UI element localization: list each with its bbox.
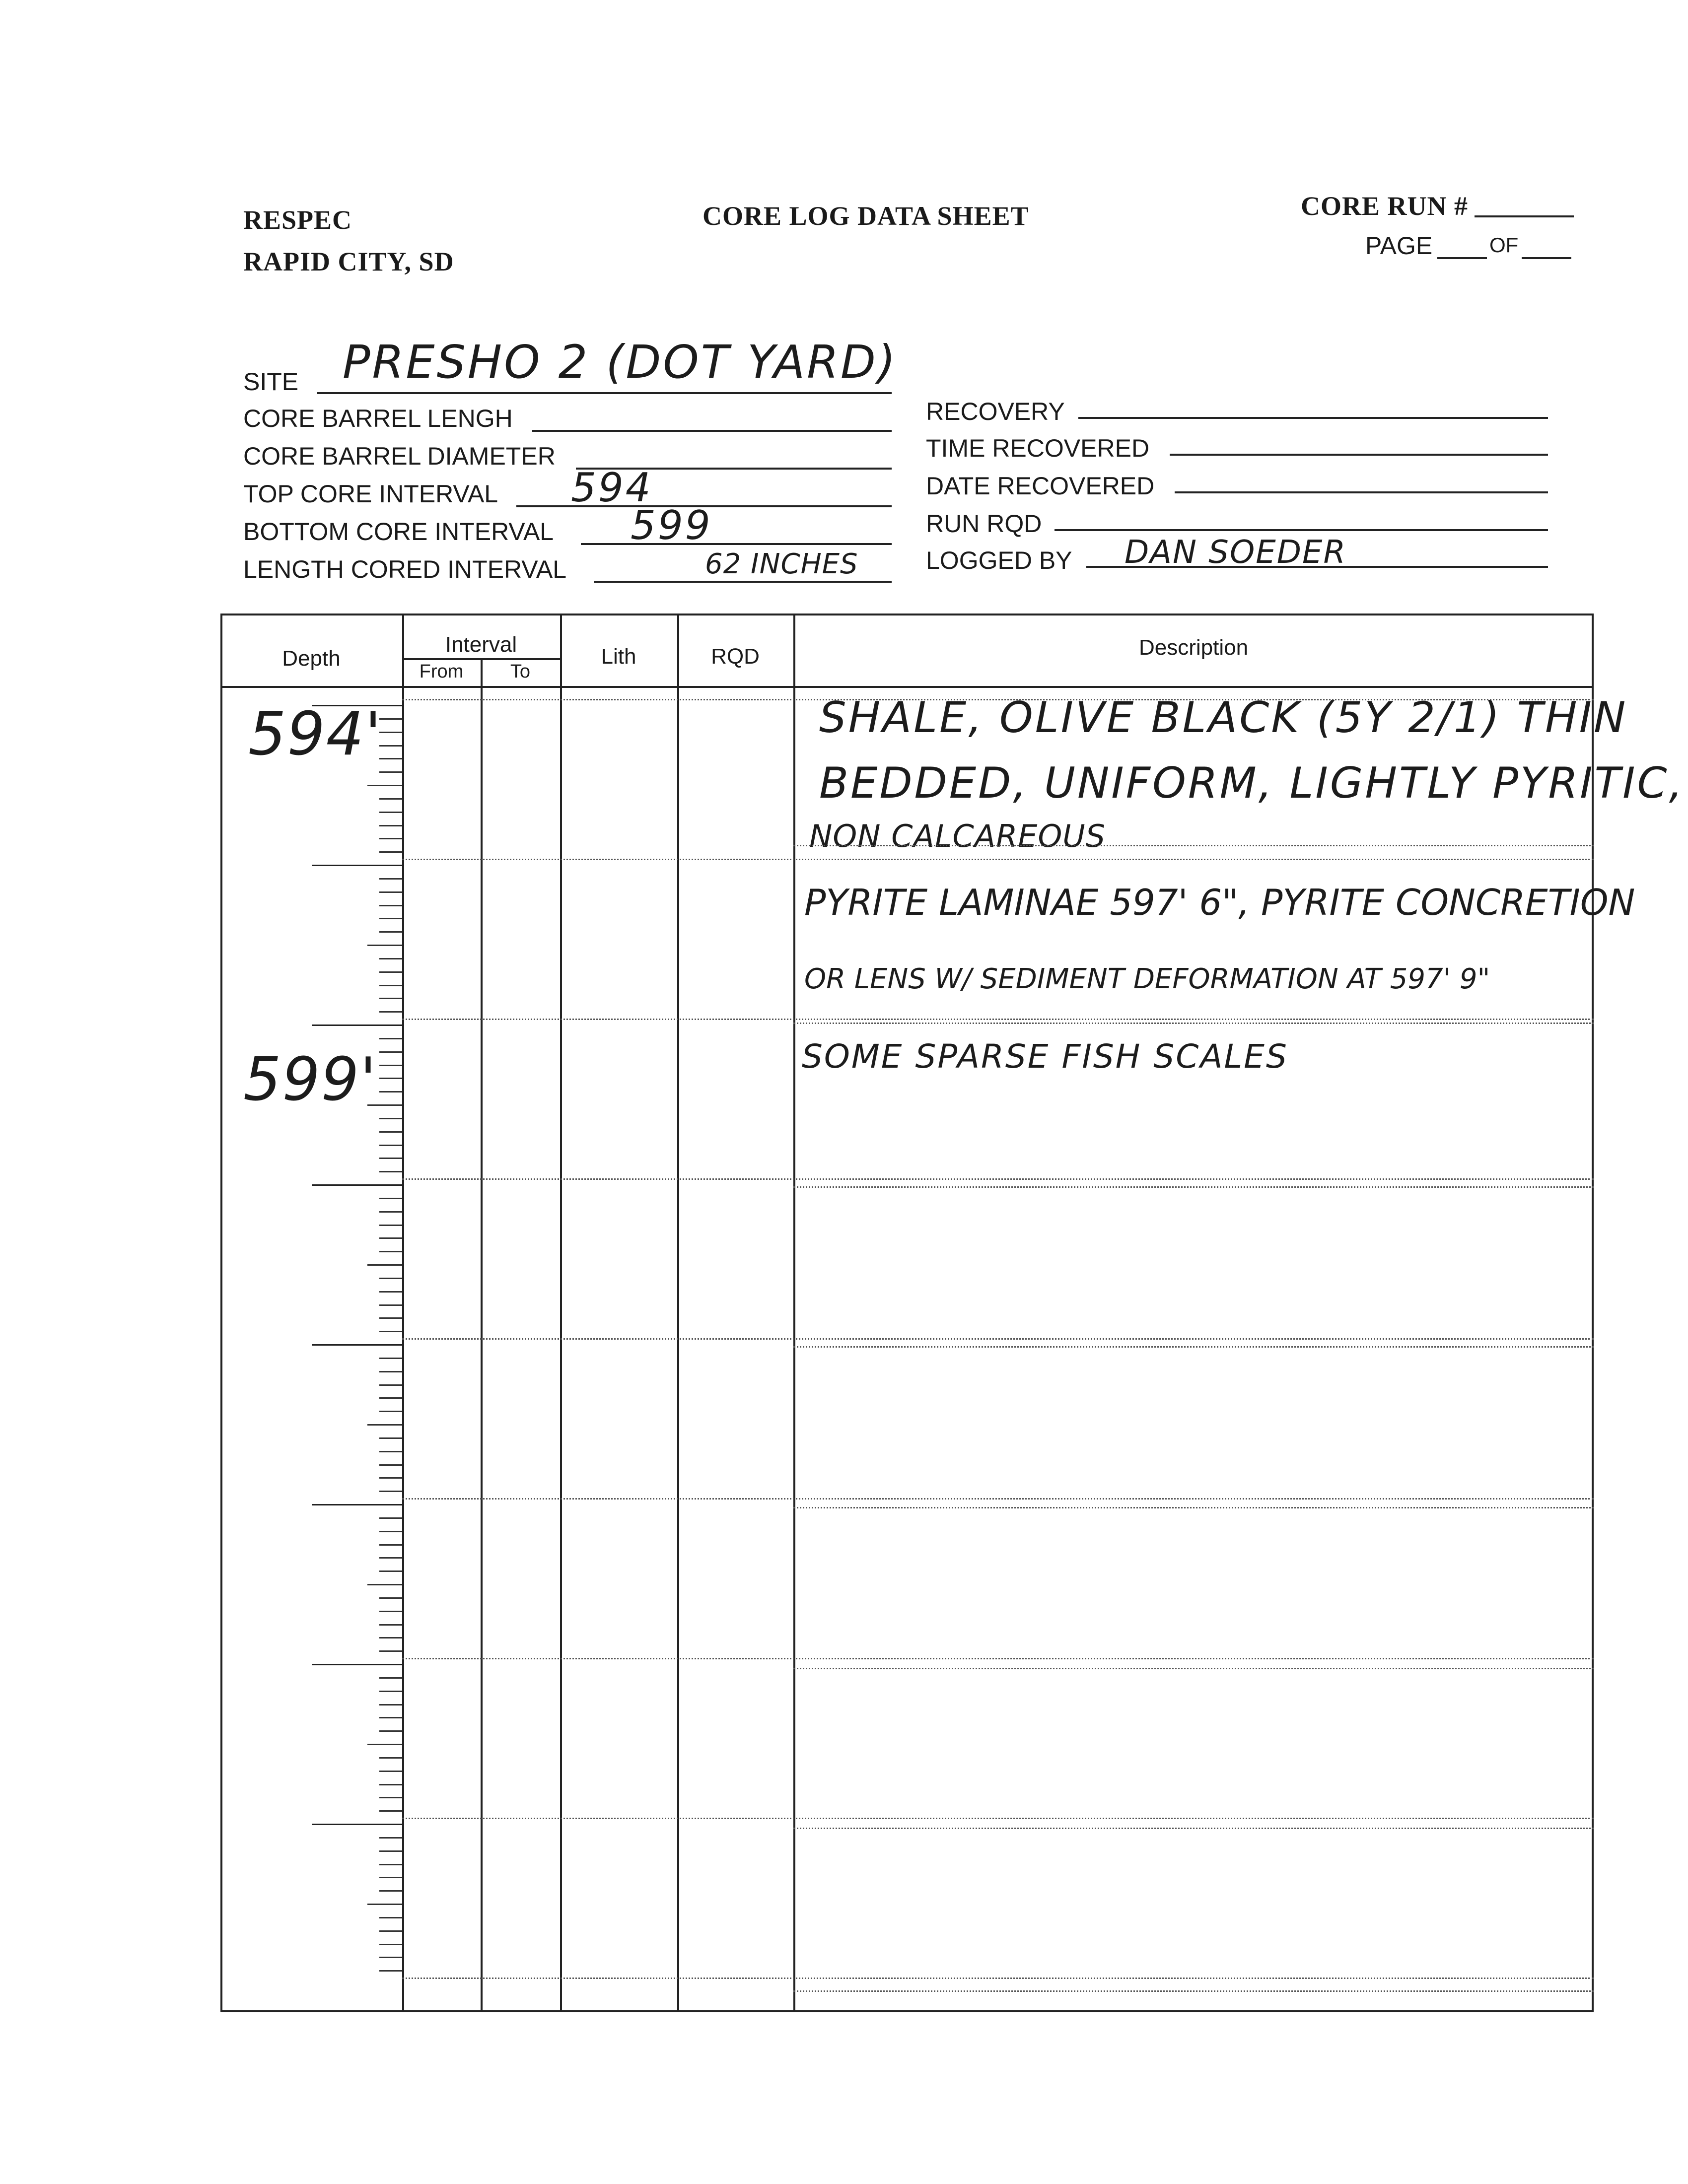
row-separator	[402, 1658, 1594, 1659]
description-rule	[793, 1023, 1594, 1024]
from-to-divider	[481, 660, 483, 2012]
depth-tick	[379, 918, 402, 919]
of-label: OF	[1489, 233, 1519, 257]
from-header: From	[419, 661, 464, 682]
depth-tick	[367, 1744, 402, 1745]
description-rule	[793, 1346, 1594, 1348]
depth-tick	[379, 1531, 402, 1532]
rqd-column-divider	[793, 614, 795, 2012]
depth-tick	[367, 1584, 402, 1585]
depth-tick	[379, 1677, 402, 1679]
depth-tick	[379, 771, 402, 773]
depth-tick	[379, 1957, 402, 1958]
depth-tick	[379, 812, 402, 813]
row-separator	[402, 1978, 1594, 1979]
depth-tick	[379, 971, 402, 973]
depth-tick	[379, 1877, 402, 1878]
row-separator	[402, 1178, 1594, 1180]
depth-tick	[379, 958, 402, 959]
top-core-interval-label: TOP CORE INTERVAL	[243, 480, 498, 508]
row-separator	[402, 699, 1594, 700]
depth-tick	[379, 1411, 402, 1412]
depth-tick	[379, 1797, 402, 1798]
depth-tick	[379, 1570, 402, 1572]
depth-tick	[379, 1771, 402, 1772]
rqd-header: RQD	[711, 644, 760, 669]
core-barrel-length-label: CORE BARREL LENGH	[243, 405, 513, 432]
depth-tick	[367, 785, 402, 786]
description-rule	[793, 1828, 1594, 1829]
depth-tick	[367, 1904, 402, 1905]
depth-foot-line	[312, 1504, 402, 1505]
depth-tick	[367, 1104, 402, 1106]
to-header: To	[510, 661, 531, 682]
header-bottom-line	[220, 686, 1594, 688]
site-label: SITE	[243, 368, 299, 396]
depth-tick	[379, 1944, 402, 1945]
depth-tick	[379, 1650, 402, 1652]
depth-header: Depth	[282, 646, 341, 671]
depth-tick	[379, 1304, 402, 1306]
depth-foot-line	[312, 705, 402, 706]
depth-tick	[379, 1078, 402, 1079]
page-label: PAGE	[1365, 232, 1433, 260]
depth-tick	[379, 1517, 402, 1519]
depth-tick	[379, 1784, 402, 1785]
depth-tick	[379, 1131, 402, 1133]
depth-foot-line	[312, 1184, 402, 1186]
depth-tick	[379, 1597, 402, 1599]
page-number-field[interactable]	[1437, 257, 1487, 259]
depth-tick	[379, 998, 402, 999]
depth-tick	[379, 1331, 402, 1332]
depth-tick	[379, 931, 402, 933]
depth-tick	[379, 1358, 402, 1359]
description-line-6: SOME SPARSE FISH SCALES	[802, 1037, 1288, 1076]
depth-tick	[379, 985, 402, 986]
depth-tick	[379, 1384, 402, 1386]
company-location: RAPID CITY, SD	[243, 247, 454, 276]
depth-tick	[379, 825, 402, 826]
depth-mark-top: 594'	[248, 700, 383, 769]
time-recovered-underline	[1170, 454, 1548, 456]
depth-tick	[379, 1237, 402, 1239]
depth-tick	[379, 1864, 402, 1865]
interval-header: Interval	[445, 632, 517, 657]
depth-tick	[379, 1158, 402, 1159]
bottom-core-interval-value: 599	[631, 502, 712, 548]
logged-by-value: DAN SOEDER	[1125, 534, 1346, 571]
depth-foot-line	[312, 1664, 402, 1665]
depth-tick	[379, 1717, 402, 1718]
interval-subheader-line	[402, 658, 560, 660]
depth-tick	[367, 945, 402, 946]
row-separator	[402, 1818, 1594, 1819]
depth-tick	[379, 1730, 402, 1732]
depth-tick	[379, 1810, 402, 1812]
depth-tick	[379, 1171, 402, 1172]
lith-column-divider	[677, 614, 679, 2012]
top-core-interval-value: 594	[571, 465, 653, 511]
depth-tick	[379, 1464, 402, 1466]
description-rule	[793, 1507, 1594, 1508]
site-underline	[317, 392, 892, 394]
page-total-field[interactable]	[1522, 257, 1571, 259]
depth-tick	[379, 745, 402, 747]
depth-tick	[379, 1011, 402, 1013]
depth-tick	[379, 1371, 402, 1372]
depth-foot-line	[312, 1824, 402, 1825]
depth-tick	[379, 1970, 402, 1972]
depth-tick	[379, 1251, 402, 1252]
depth-tick	[379, 1211, 402, 1213]
description-rule	[793, 1668, 1594, 1669]
depth-tick	[379, 1491, 402, 1492]
row-separator	[402, 1338, 1594, 1340]
description-line-2: BEDDED, UNIFORM, LIGHTLY PYRITIC,	[819, 758, 1685, 808]
depth-tick	[379, 1917, 402, 1918]
description-line-3: NON CALCAREOUS	[809, 818, 1106, 854]
depth-tick	[379, 1757, 402, 1759]
description-rule	[793, 1186, 1594, 1188]
depth-foot-line	[312, 1024, 402, 1026]
depth-foot-line	[312, 865, 402, 866]
description-line-5: OR LENS W/ SEDIMENT DEFORMATION AT 597' 9"	[804, 963, 1490, 995]
depth-tick	[379, 1198, 402, 1199]
depth-tick	[379, 1850, 402, 1852]
depth-tick	[379, 758, 402, 759]
depth-tick	[379, 1624, 402, 1626]
description-rule	[793, 1990, 1594, 1992]
company-name: RESPEC	[243, 205, 352, 235]
length-cored-interval-value: 62 INCHES	[705, 548, 858, 580]
depth-tick	[379, 905, 402, 906]
depth-tick	[379, 1837, 402, 1839]
site-value: PRESHO 2 (DOT YARD)	[343, 336, 898, 389]
row-separator	[402, 859, 1594, 860]
row-separator	[402, 1498, 1594, 1500]
depth-tick	[379, 732, 402, 733]
depth-tick	[379, 1557, 402, 1559]
depth-tick	[379, 851, 402, 853]
depth-tick	[379, 1118, 402, 1119]
core-run-label: CORE RUN #	[1301, 191, 1469, 221]
core-barrel-diameter-label: CORE BARREL DIAMETER	[243, 442, 556, 470]
depth-tick	[379, 1291, 402, 1293]
depth-tick	[379, 1437, 402, 1439]
logged-by-label: LOGGED BY	[926, 546, 1072, 574]
depth-tick	[379, 798, 402, 800]
date-recovered-underline	[1175, 491, 1548, 493]
depth-tick	[379, 718, 402, 720]
date-recovered-label: DATE RECOVERED	[926, 472, 1155, 500]
depth-tick	[379, 1611, 402, 1612]
depth-tick	[379, 1278, 402, 1279]
depth-column-divider	[402, 614, 404, 2012]
depth-tick	[367, 1424, 402, 1426]
length-cored-interval-label: LENGTH CORED INTERVAL	[243, 555, 567, 583]
description-line-4: PYRITE LAMINAE 597' 6", PYRITE CONCRETION	[804, 882, 1635, 923]
length-cored-interval-underline	[594, 581, 892, 583]
description-header: Description	[1138, 635, 1249, 660]
depth-tick	[379, 1038, 402, 1039]
bottom-core-interval-underline	[581, 543, 892, 545]
depth-tick	[379, 891, 402, 893]
depth-tick	[379, 1451, 402, 1452]
depth-tick	[379, 1051, 402, 1053]
depth-tick	[379, 1477, 402, 1479]
sheet-title: CORE LOG DATA SHEET	[703, 201, 1029, 231]
depth-mark-bottom: 599'	[243, 1045, 378, 1114]
row-separator	[402, 1019, 1594, 1020]
description-line-1: SHALE, OLIVE BLACK (5Y 2/1) THIN	[819, 693, 1628, 743]
depth-tick	[379, 1704, 402, 1706]
depth-tick	[379, 1091, 402, 1092]
description-rule	[793, 845, 1594, 846]
run-rqd-underline	[1055, 529, 1548, 531]
depth-tick	[379, 1691, 402, 1692]
core-run-field[interactable]	[1475, 215, 1574, 217]
depth-tick	[379, 838, 402, 839]
depth-tick	[379, 1397, 402, 1399]
depth-tick	[379, 1145, 402, 1146]
depth-tick	[379, 1544, 402, 1546]
depth-tick	[379, 1890, 402, 1892]
depth-tick	[379, 1225, 402, 1226]
interval-column-divider	[560, 614, 562, 2012]
lith-header: Lith	[601, 644, 636, 669]
bottom-core-interval-label: BOTTOM CORE INTERVAL	[243, 518, 554, 546]
depth-tick	[379, 1065, 402, 1066]
depth-tick	[367, 1264, 402, 1266]
recovery-underline	[1078, 417, 1548, 419]
depth-foot-line	[312, 1344, 402, 1346]
core-barrel-length-underline	[532, 430, 892, 432]
time-recovered-label: TIME RECOVERED	[926, 434, 1150, 462]
recovery-label: RECOVERY	[926, 398, 1065, 425]
depth-tick	[379, 878, 402, 880]
depth-tick	[379, 1930, 402, 1932]
run-rqd-label: RUN RQD	[926, 510, 1042, 538]
depth-tick	[379, 1317, 402, 1319]
depth-tick	[379, 1637, 402, 1638]
